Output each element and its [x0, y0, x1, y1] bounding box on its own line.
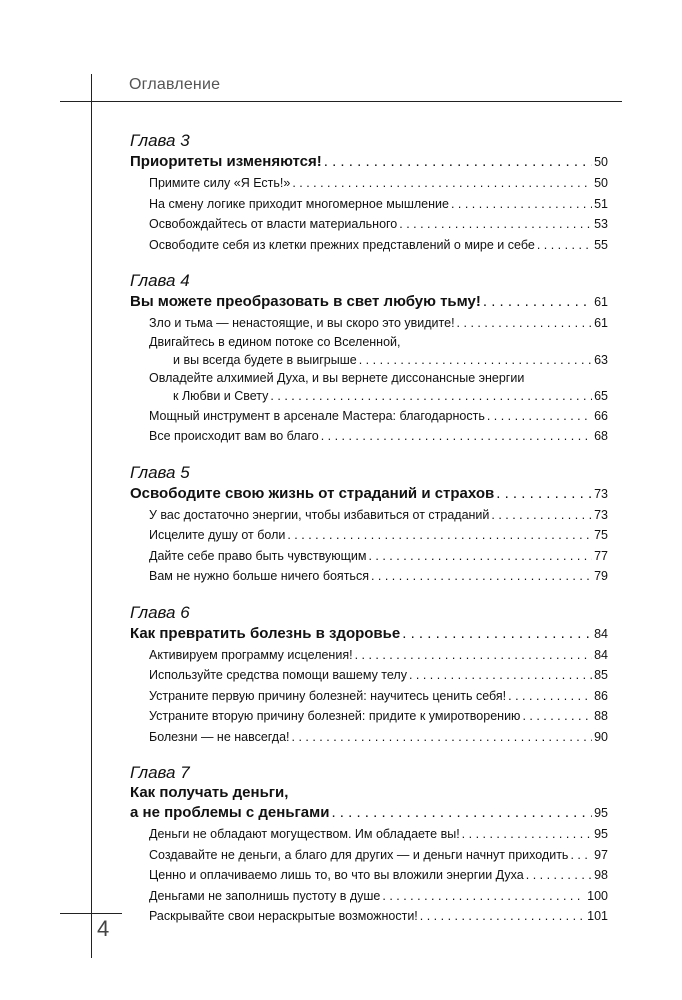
section-title: Используйте средства помощи вашему телу	[149, 668, 407, 682]
leader-dots	[462, 824, 592, 845]
chapter-page: 50	[594, 155, 608, 169]
toc-entry	[149, 406, 608, 427]
section-title: Примите силу «Я Есть!»	[149, 176, 291, 190]
leader-dots	[526, 865, 592, 886]
section-title: и вы всегда будете в выигрыше	[173, 352, 357, 367]
section-page: 98	[594, 868, 608, 882]
chapter-label: Глава 3	[130, 131, 190, 150]
leader-dots	[420, 906, 585, 927]
section-list	[130, 505, 608, 587]
toc-entry	[149, 845, 608, 866]
chapter-title: Вы можете преобразовать в свет любую тьму!	[130, 293, 481, 310]
leader-dots	[359, 351, 592, 370]
toc-entry	[149, 665, 608, 686]
section-page: 65	[594, 388, 608, 403]
section-list	[130, 824, 608, 927]
section-page: 77	[594, 548, 608, 563]
leader-dots	[496, 483, 592, 504]
section-entry-last-line	[149, 387, 608, 406]
leader-dots	[292, 173, 592, 194]
section-title-line: Двигайтесь в едином потоке со Вселенной,	[149, 334, 401, 349]
section-page: 53	[594, 217, 608, 231]
toc-entry	[149, 505, 608, 526]
chapter-label: Глава 6	[130, 602, 190, 622]
section-page: 68	[594, 429, 608, 443]
toc-entry	[149, 906, 608, 927]
leader-dots	[487, 406, 592, 427]
section-page: 90	[594, 729, 608, 744]
chapter	[130, 463, 608, 587]
section-title: Мощный инструмент в арсенале Мастера: благодарность	[149, 408, 485, 423]
toc-entry	[149, 313, 608, 334]
chapter-label: Глава 7	[130, 763, 190, 782]
leader-dots	[508, 686, 592, 707]
leader-dots	[368, 546, 592, 567]
section-title: На смену логике приходит многомерное мышление	[149, 196, 449, 211]
leader-dots	[321, 426, 592, 447]
section-page: 101	[587, 909, 608, 923]
toc-entry	[149, 686, 608, 707]
section-list	[130, 173, 608, 255]
chapter-title-entry	[130, 151, 608, 173]
section-page: 86	[594, 688, 608, 703]
header-rule	[60, 101, 622, 102]
section-title: Деньги не обладают могуществом. Им обладаете вы!	[149, 827, 460, 841]
chapter	[130, 763, 608, 927]
chapter-title-entry	[130, 483, 608, 505]
leader-dots	[331, 802, 592, 823]
toc-entry	[149, 566, 608, 587]
toc-entry	[149, 426, 608, 447]
section-page: 73	[594, 507, 608, 522]
chapter-title-entry	[130, 623, 608, 645]
toc-entry	[149, 886, 608, 907]
section-title-line: Овладейте алхимией Духа, и вы вернете диссонансные энергии	[149, 370, 525, 385]
leader-dots	[483, 291, 592, 312]
section-title: Исцелите душу от боли	[149, 528, 286, 542]
section-list	[130, 645, 608, 748]
toc-entry	[149, 173, 608, 194]
section-title: Дайте себе право быть чувствующим	[149, 548, 367, 563]
leader-dots	[399, 214, 592, 235]
section-title: Болезни — не навсегда!	[149, 729, 290, 744]
toc-entry	[149, 727, 608, 748]
toc-entry	[149, 706, 608, 727]
section-entry-last-line	[149, 351, 608, 370]
section-page: 88	[594, 709, 608, 723]
section-title: к Любви и Свету	[173, 388, 269, 403]
chapter	[130, 271, 608, 447]
chapter-page: 61	[594, 295, 608, 309]
leader-dots	[324, 151, 592, 172]
section-page: 50	[594, 176, 608, 190]
chapter-title: Как превратить болезнь в здоровье	[130, 624, 401, 642]
chapter-title-line: Как получать деньги,	[130, 784, 289, 801]
section-page: 75	[594, 528, 608, 542]
section-page: 63	[594, 352, 608, 367]
section-title: Освобождайтесь от власти материального	[149, 217, 398, 231]
running-header-title: Оглавление	[129, 76, 221, 93]
chapter-label: Глава 4	[130, 271, 190, 290]
chapter-title-entry	[130, 291, 608, 313]
section-page: 55	[594, 237, 608, 252]
leader-dots	[355, 645, 593, 666]
vertical-rule	[91, 74, 92, 958]
toc-entry	[149, 525, 608, 546]
section-page: 61	[594, 316, 608, 330]
section-page: 84	[594, 647, 608, 662]
section-page: 51	[594, 196, 608, 211]
chapter-title: Освободите свою жизнь от страданий и страхов	[130, 484, 495, 502]
chapter	[130, 603, 608, 748]
chapter-label: Глава 5	[130, 462, 190, 482]
section-page: 66	[594, 408, 608, 423]
chapter-page: 84	[594, 626, 608, 641]
leader-dots	[537, 235, 592, 256]
chapter-title: Приоритеты изменяются!	[130, 153, 322, 170]
leader-dots	[292, 727, 593, 748]
leader-dots	[522, 706, 592, 727]
section-page: 95	[594, 827, 608, 841]
toc-entry	[149, 546, 608, 567]
section-title: Создавайте не деньги, а благо для других — и деньги начнут приходить	[149, 847, 569, 862]
section-title: Активируем программу исцеления!	[149, 647, 353, 662]
chapter	[130, 131, 608, 255]
toc-entry	[149, 865, 608, 886]
chapter-page: 73	[594, 486, 608, 501]
section-page: 97	[594, 847, 608, 862]
section-title: У вас достаточно энергии, чтобы избавиться от страданий	[149, 507, 490, 522]
section-page: 100	[587, 888, 608, 903]
section-title: Освободите себя из клетки прежних представлений о мире и себе	[149, 237, 535, 252]
section-title: Ценно и оплачиваемо лишь то, во что вы вложили энергии Духа	[149, 868, 524, 882]
section-title: Устраните вторую причину болезней: придите к умиротворению	[149, 709, 521, 723]
section-title: Раскрывайте свои нераскрытые возможности!	[149, 909, 418, 923]
table-of-contents	[130, 131, 608, 943]
leader-dots	[491, 505, 592, 526]
section-title: Устраните первую причину болезней: научитесь ценить себя!	[149, 688, 507, 703]
leader-dots	[451, 194, 592, 215]
section-title: Все происходит вам во благо	[149, 429, 319, 443]
toc-entry	[149, 235, 608, 256]
leader-dots	[457, 313, 593, 334]
chapter-page: 95	[594, 806, 608, 820]
toc-entry	[149, 824, 608, 845]
section-page: 79	[594, 569, 608, 583]
leader-dots	[287, 525, 592, 546]
section-list	[130, 313, 608, 447]
chapter-title-entry	[130, 802, 608, 824]
leader-dots	[371, 566, 592, 587]
toc-entry	[149, 645, 608, 666]
chapter-title: а не проблемы с деньгами	[130, 804, 330, 821]
leader-dots	[382, 886, 585, 907]
section-title: Вам не нужно больше ничего бояться	[149, 569, 369, 583]
toc-entry	[149, 214, 608, 235]
leader-dots	[402, 623, 592, 644]
footer-rule	[60, 913, 122, 914]
leader-dots	[409, 665, 592, 686]
toc-entry	[149, 370, 608, 406]
toc-entry	[149, 194, 608, 215]
section-page: 85	[594, 668, 608, 682]
page-number: 4	[97, 916, 110, 941]
toc-entry	[149, 334, 608, 370]
section-title: Деньгами не заполнишь пустоту в душе	[149, 888, 381, 903]
leader-dots	[570, 845, 592, 866]
section-title: Зло и тьма — ненастоящие, и вы скоро это увидите!	[149, 316, 455, 330]
leader-dots	[270, 387, 592, 406]
